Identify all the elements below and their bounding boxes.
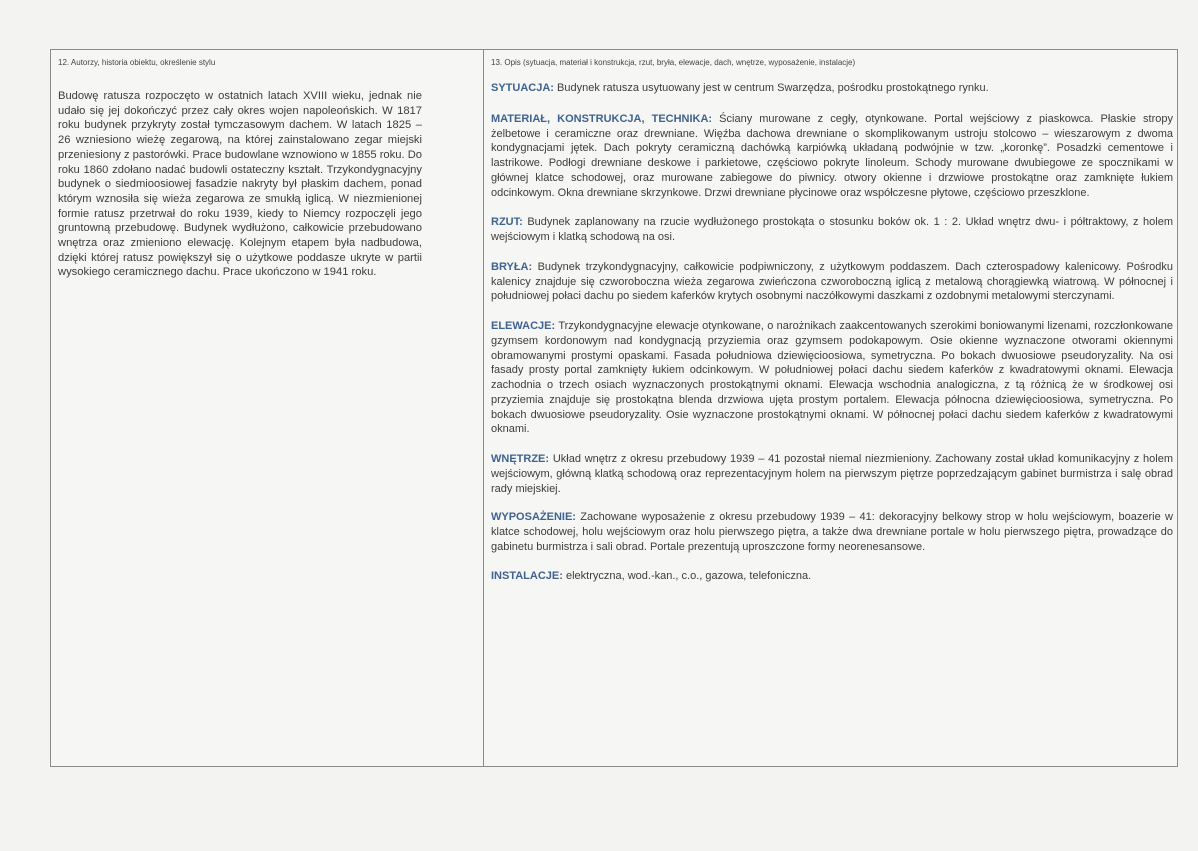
section-wyposazenie bbox=[491, 510, 1173, 554]
section-text: Zachowane wyposażenie z okresu przebudowy 1939 – 41: dekoracyjny belkowy strop w holu wejściowym, boazerie w klatce schodowej, holu wejściowym oraz holu pierwszego piętra, a także dwa drewniane portale w holu pierwszego piętra, prowadzące do gabinetu burmistrza i sali obrad. Portale prezentują uproszczone formy neorenesansowe. bbox=[491, 511, 1174, 553]
document-sheet bbox=[50, 49, 1178, 767]
section-heading: MATERIAŁ, KONSTRUKCJA, TECHNIKA: bbox=[491, 112, 713, 125]
section-heading: WNĘTRZE: bbox=[491, 453, 550, 465]
section-bryla bbox=[491, 260, 1173, 304]
section-text: Trzykondygnacyjne elewacje otynkowane, o narożnikach zaakcentowanych szerokimi boniowanymi lizenami, rozczłonkowane gzymsem kordonowym nad kondygnacją przyziemia oraz gzymsem podokapowym. Osie okienne wyznaczone otworami okiennymi obramowanymi prostymi opaskami. Fasada południowa dziewięcioosiowa, symetryczna. Po bokach dwuosiowe pseudoryzality. Na osi fasady prosty portal zamknięty łukiem odcinkowym. W południowej połaci dachu siedem kaferków z kwadratowymi oknami. Elewacja zachodnia o trzech osiach wyznaczonych prostokątnymi oknami. Elewacja wschodnia analogiczna, z tą różnicą że w środkowej osi przyziemia znajduje się prostokątna blenda drzwiowa ujęta prostym portalem. Elewacja północna dziewięcioosiowa, symetryczna. Po bokach dwuosiowe pseudoryzality. Osie wyznaczone prostokątnymi oknami. W północnej połaci dachu siedem kaferków z kwadratowymi oknami. bbox=[491, 320, 1174, 436]
section-text: elektryczna, wod.-kan., c.o., gazowa, telefoniczna. bbox=[565, 569, 812, 582]
section-text: Budynek ratusza usytuowany jest w centrum Swarzędza, pośrodku prostokątnego rynku. bbox=[557, 82, 989, 94]
right-column bbox=[491, 50, 1173, 583]
section-text: Układ wnętrz z okresu przebudowy 1939 – 41 pozostał niemal niezmieniony. Zachowany został układ komunikacyjny z holem wejściowym, główną klatką schodową oraz reprezentacyjnym holem na pierwszym piętrze poprzedzającym gabinet burmistrza i salę obrad rady miejskiej. bbox=[491, 453, 1173, 495]
section-instalacje bbox=[491, 569, 1173, 584]
right-column-title: 13. Opis (sytuacja, materiał i konstrukcja, rzut, bryła, elewacje, dach, wnętrze, wyposażenie, instalacje) bbox=[491, 58, 856, 67]
section-heading: INSTALACJE: bbox=[491, 569, 563, 582]
section-heading: ELEWACJE: bbox=[491, 320, 556, 332]
section-text: Budynek trzykondygnacyjny, całkowicie podpiwniczony, z użytkowym poddaszem. Dach czterospadowy kalenicowy. Pośrodku kalenicy znajduje się czworoboczna wieża zegarowa zwieńczona czworoboczną iglicą z metalową chorągiewką wiatrową. W północnej i południowej połaci dachu po siedem kaferków krytych osobnymi naczółkowymi daszkami z ozdobnymi metalowymi sterczynami. bbox=[491, 260, 1173, 303]
section-heading: WYPOSAŻENIE: bbox=[491, 511, 576, 524]
section-sytuacja bbox=[491, 81, 1173, 96]
section-text: Ściany murowane z cegły, otynkowane. Portal wejściowy z piaskowca. Płaskie stropy żelbetowe i ceramiczne oraz drewniane. Więźba dachowa drewniane o skomplikowanym ustroju stolcowo – wieszarowym z dwoma kondygnacjami jętek. Dach pokryty ceramiczną dachówką karpiówką układaną podwójnie w tzw. „koronkę”. Posadzki cementowe i lastrikowe. Podłogi drewniane deskowe i parkietowe, częściowo pokryte linoleum. Schody murowane dwubiegowe ze spocznikami w głównej klatce schodowej, oraz murowane zabiegowe do piwnicy. otwory okienne i drzwiowe prostokątne oraz zamknięte łukiem odcinkowym. Okna drewniane skrzynkowe. Drzwi drewniane płycinowe oraz współczesne płytowe, częściowo przeszklone. bbox=[491, 112, 1173, 199]
column-divider bbox=[483, 50, 484, 766]
section-elewacje bbox=[491, 319, 1173, 437]
history-text: Budowę ratusza rozpoczęto w ostatnich latach XVIII wieku, jednak nie udało się jej dokończyć przez cały okres wojen napoleońskich. W 1817 roku budynek przykryty został tymczasowym dachem. W latach 1825 – 26 wzniesiono wieżę zegarową, na której zainstalowano zegar miejski przeniesiony z pastorówki. Prace budowlane wznowiono w 1855 roku. Do roku 1860 zdołano nadać budowli ostateczny kształt. Trzykondygnacyjny budynek o siedmioosiowej fasadzie nakryty był płaskim dachem, ponad którym wznosiła się wieża zegarowa ze smukłą iglicą. W niezmienionej formie ratusz przetrwał do roku 1939, kiedy to Niemcy rozpoczęli jego gruntowną przebudowę. Budynek wydłużono, całkowicie przebudowano wnętrza oraz zmieniono elewację. Kolejnym etapem była nadbudowa, dzięki której ratusz powiększył się o użytkowe poddasze ukryte w partii wysokiego ceramicznego dachu. Prace ukończono w 1941 roku. bbox=[58, 90, 422, 279]
section-heading: RZUT: bbox=[491, 216, 523, 229]
section-wnetrze bbox=[491, 452, 1173, 496]
section-heading: BRYŁA: bbox=[491, 260, 533, 273]
section-rzut bbox=[491, 215, 1173, 245]
section-heading: SYTUACJA: bbox=[491, 82, 554, 94]
section-text: Budynek zaplanowany na rzucie wydłużonego prostokąta o stosunku boków ok. 1 : 2. Układ wnętrz dwu- i półtraktowy, z holem wejściowym i klatką schodową na osi. bbox=[491, 216, 1173, 243]
section-material bbox=[491, 112, 1173, 201]
left-column bbox=[58, 50, 422, 280]
left-column-title: 12. Autorzy, historia obiektu, określenie stylu bbox=[58, 58, 216, 67]
